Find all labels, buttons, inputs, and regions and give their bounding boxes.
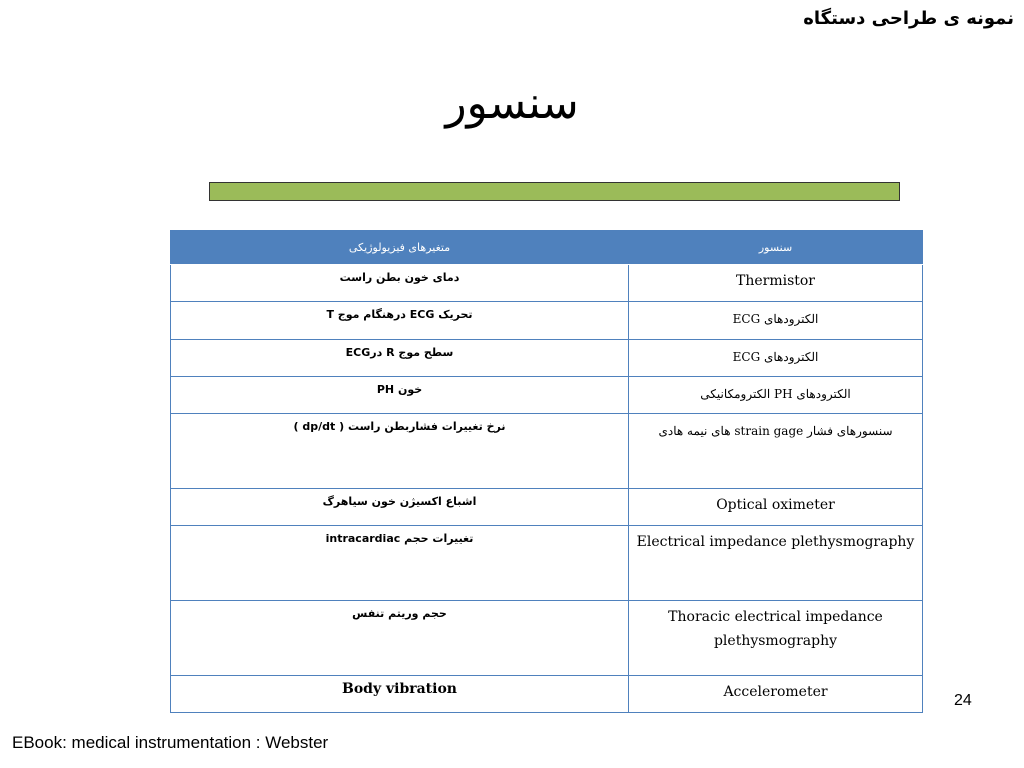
- table-row: [171, 601, 923, 676]
- slide-main-title: سنسور: [445, 78, 579, 129]
- table-row: [171, 414, 923, 489]
- variable-cell: PH خون: [171, 377, 629, 414]
- table-row: [171, 302, 923, 340]
- variable-cell: سطح موج R درECG: [171, 340, 629, 377]
- header-physiological-variables: متغیرهای فیزیولوژیکی: [171, 231, 629, 265]
- sensor-cell: Optical oximeter: [629, 489, 923, 526]
- slide-corner-title: نمونه ی طراحی دستگاه: [803, 8, 1014, 29]
- sensor-cell: ECG الکترودهای: [629, 340, 923, 377]
- sensor-cell: سنسورهای فشار strain gage های نیمه هادی: [629, 414, 923, 489]
- table-row: [171, 489, 923, 526]
- sensor-cell: Thoracic electrical impedance plethysmography: [629, 601, 923, 676]
- sensor-cell: Electrical impedance plethysmography: [629, 526, 923, 601]
- variable-cell: نرخ تغییرات فشاربطن راست ( dp/dt ): [171, 414, 629, 489]
- sensor-cell: الکترودهای PH الکترومکانیکی: [629, 377, 923, 414]
- table-row: [171, 265, 923, 302]
- sensor-table: [170, 230, 923, 713]
- table-row: [171, 340, 923, 377]
- variable-cell: Body vibration: [171, 676, 629, 713]
- page-number: 24: [954, 692, 972, 709]
- sensor-cell: Thermistor: [629, 265, 923, 302]
- table-row: [171, 676, 923, 713]
- variable-cell: حجم وریتم تنفس: [171, 601, 629, 676]
- table-row: [171, 526, 923, 601]
- variable-cell: تغییرات حجم intracardiac: [171, 526, 629, 601]
- variable-cell: تحریک ECG درهنگام موج T: [171, 302, 629, 340]
- variable-cell: اشباع اکسیژن خون سیاهرگ: [171, 489, 629, 526]
- table-header-row: [171, 231, 923, 265]
- sensor-cell: Accelerometer: [629, 676, 923, 713]
- decorative-green-bar: [209, 182, 900, 201]
- table-row: [171, 377, 923, 414]
- footer-source-citation: EBook: medical instrumentation : Webster: [12, 733, 329, 752]
- sensor-cell: ECG الکترودهای: [629, 302, 923, 340]
- variable-cell: دمای خون بطن راست: [171, 265, 629, 302]
- header-sensor: سنسور: [629, 231, 923, 265]
